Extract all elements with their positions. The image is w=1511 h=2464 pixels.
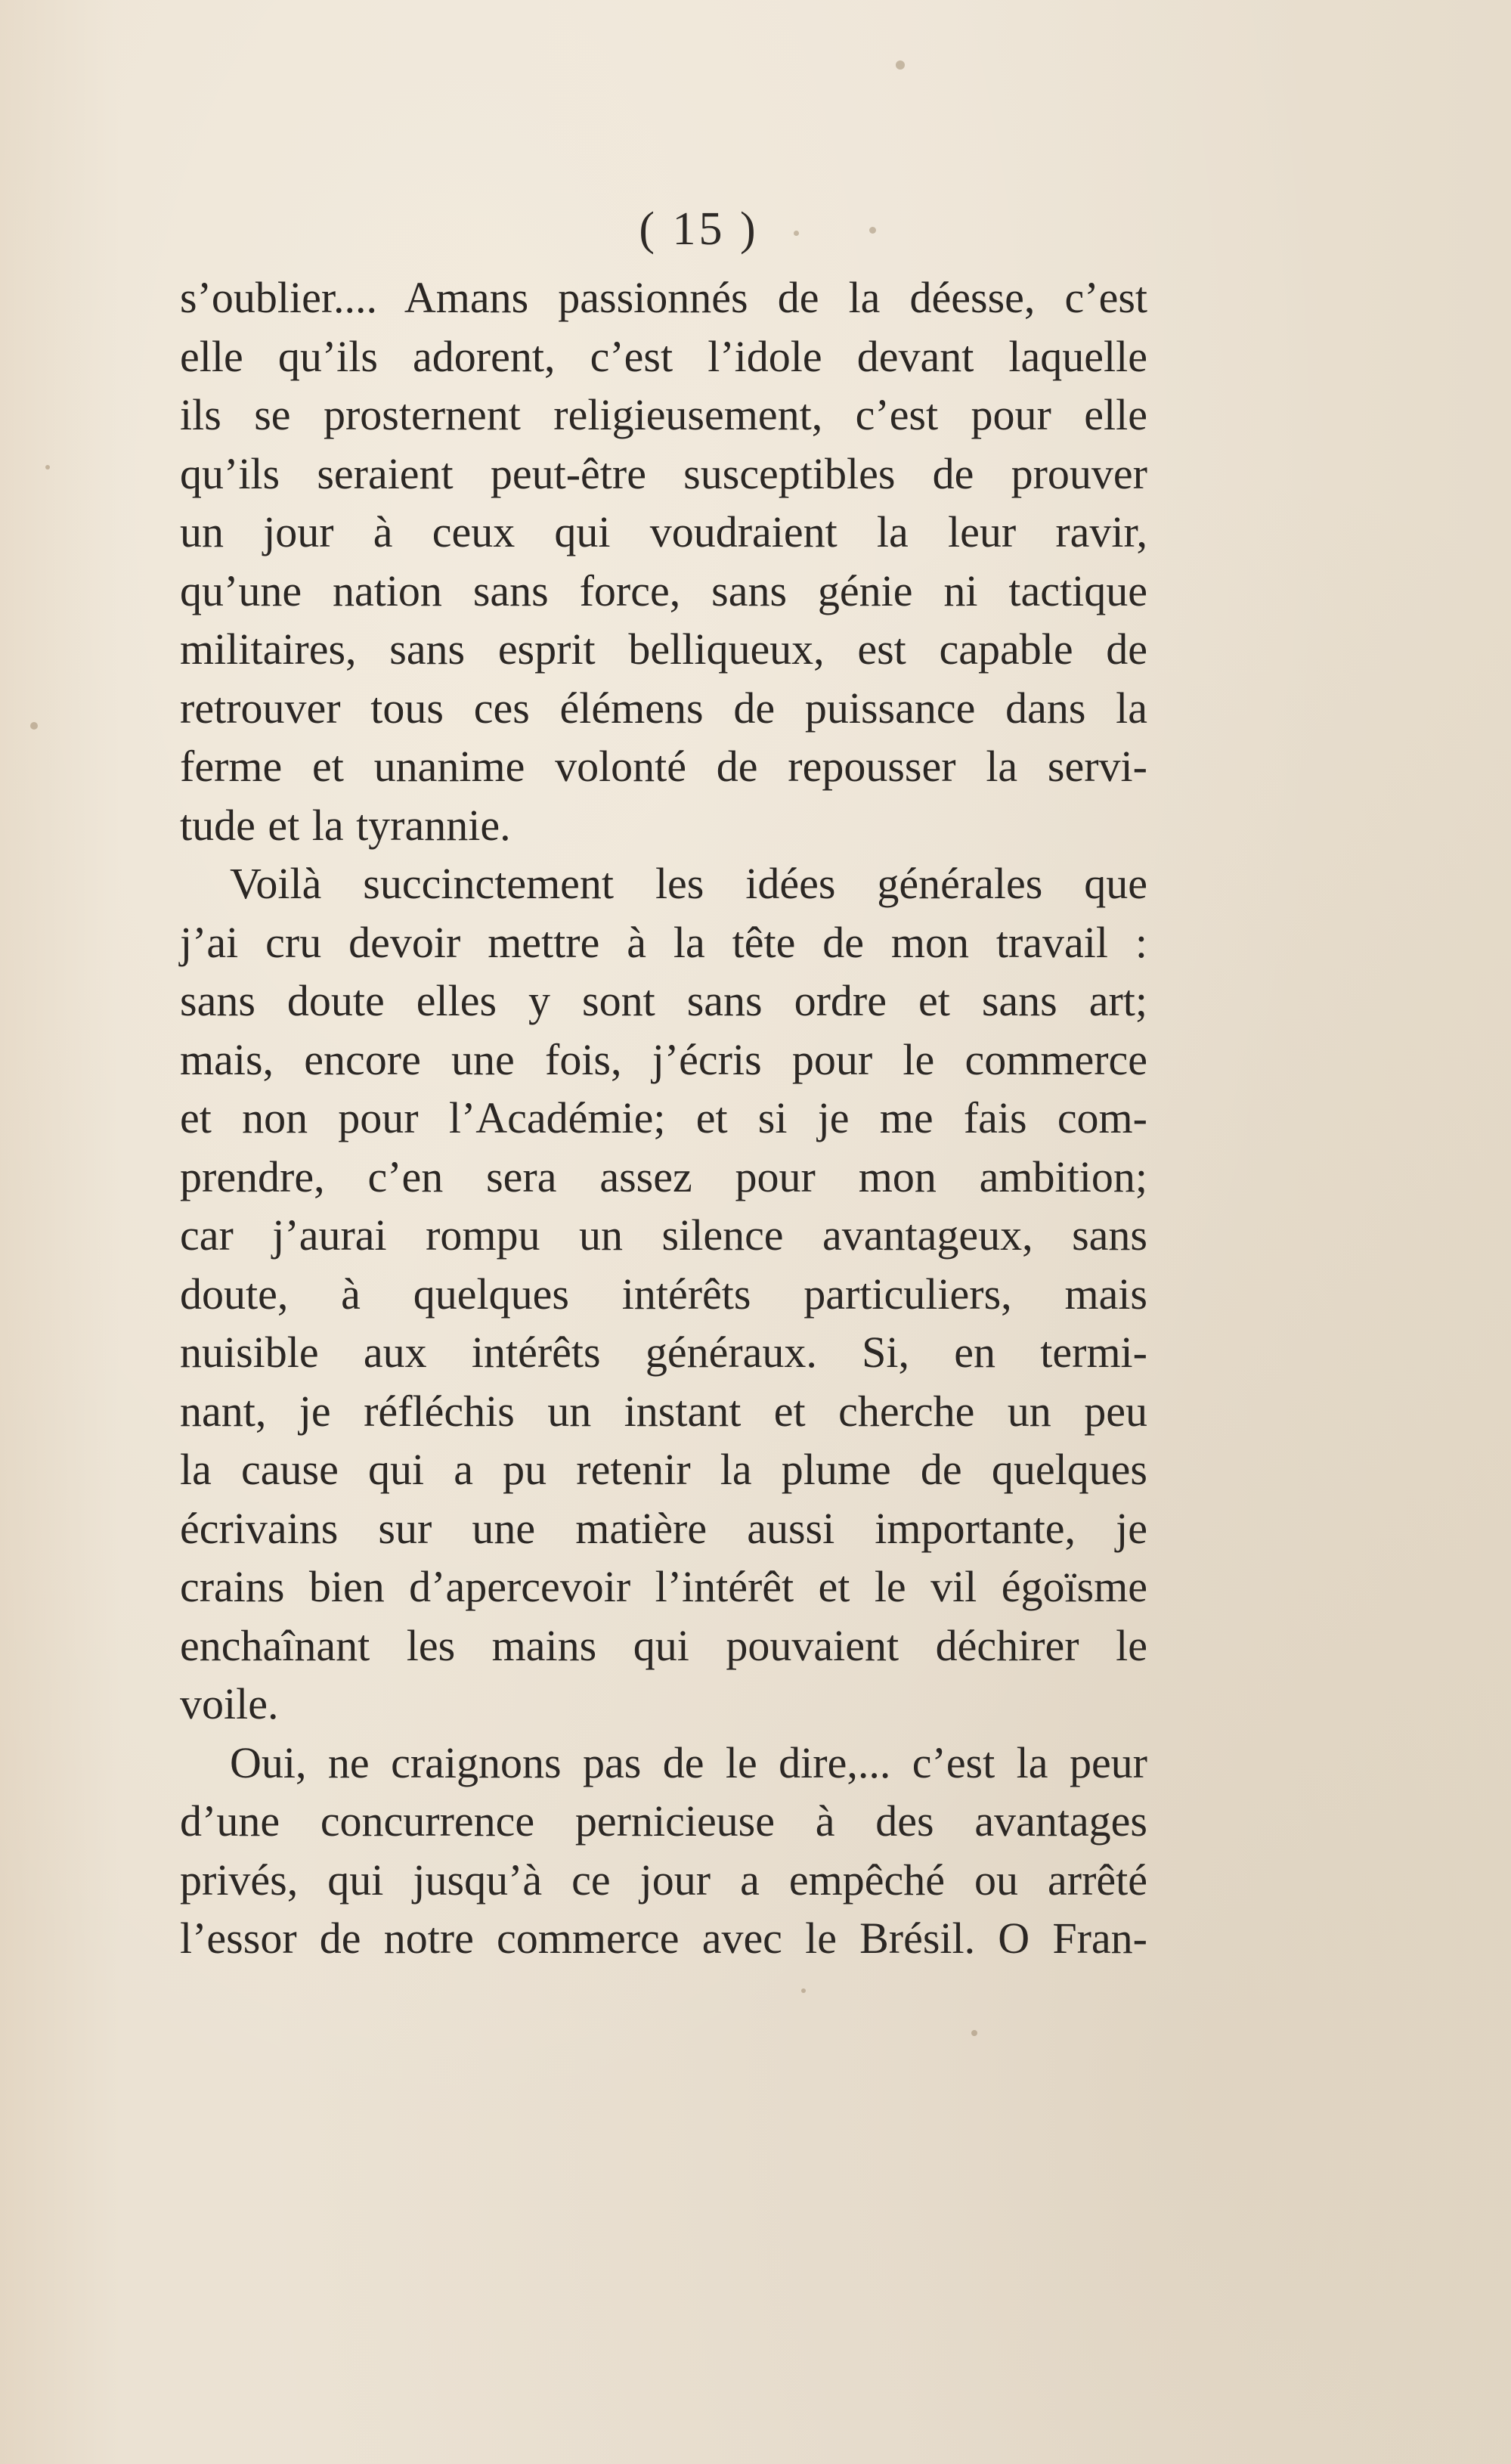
text-line: qu’une nation sans force, sans génie ni tactique bbox=[180, 566, 1147, 615]
text-line: d’une concurrence pernicieuse à des avantages bbox=[180, 1796, 1147, 1846]
text-line: sans doute elles y sont sans ordre et sans art; bbox=[180, 976, 1147, 1025]
text-line: mais, encore une fois, j’écris pour le commerce bbox=[180, 1034, 1147, 1084]
text-line: ils se prosternent religieusement, c’est pour elle bbox=[180, 390, 1147, 439]
body-text bbox=[180, 268, 1147, 1968]
text-line: militaires, sans esprit belliqueux, est capable de bbox=[180, 625, 1147, 674]
paper-spot bbox=[971, 2030, 977, 2036]
text-line: la cause qui a pu retenir la plume de quelques bbox=[180, 1445, 1147, 1494]
text-line: retrouver tous ces élémens de puissance dans la bbox=[180, 683, 1147, 733]
paragraph-start-line: Voilà succinctement les idées générales que bbox=[230, 859, 1147, 908]
paper-spot bbox=[896, 60, 905, 70]
text-line: car j’aurai rompu un silence avantageux, sans bbox=[180, 1210, 1147, 1260]
paragraph-start-line: Oui, ne craignons pas de le dire,... c’est la peur bbox=[230, 1737, 1147, 1787]
text-line: nant, je réfléchis un instant et cherche un peu bbox=[180, 1386, 1147, 1436]
text-line: enchaînant les mains qui pouvaient déchirer le bbox=[180, 1620, 1147, 1670]
text-line: crains bien d’apercevoir l’intérêt et le vil égoïsme bbox=[180, 1562, 1147, 1611]
text-line: s’oublier.... Amans passionnés de la déesse, c’est bbox=[180, 273, 1147, 322]
paper-spot bbox=[801, 1988, 806, 1993]
text-line: écrivains sur une matière aussi importante, je bbox=[180, 1503, 1147, 1553]
text-line: et non pour l’Académie; et si je me fais com- bbox=[180, 1093, 1147, 1142]
paragraph-end-line: voile. bbox=[180, 1679, 279, 1728]
text-line: elle qu’ils adorent, c’est l’idole devant laquelle bbox=[180, 331, 1147, 381]
paper-spot bbox=[45, 465, 50, 470]
text-line: prendre, c’en sera assez pour mon ambition; bbox=[180, 1151, 1147, 1201]
text-line: privés, qui jusqu’à ce jour a empêché ou arrêté bbox=[180, 1855, 1147, 1905]
text-line: nuisible aux intérêts généraux. Si, en termi- bbox=[180, 1328, 1147, 1377]
text-line: ferme et unanime volonté de repousser la servi- bbox=[180, 742, 1147, 791]
page-number: ( 15 ) bbox=[639, 203, 759, 255]
text-line: un jour à ceux qui voudraient la leur ravir, bbox=[180, 507, 1147, 556]
text-line: doute, à quelques intérêts particuliers, mais bbox=[180, 1269, 1147, 1319]
text-line: l’essor de notre commerce avec le Brésil. O Fran- bbox=[180, 1914, 1147, 1963]
text-line: j’ai cru devoir mettre à la tête de mon travail : bbox=[180, 917, 1147, 967]
text-line: qu’ils seraient peut-être susceptibles de prouver bbox=[180, 448, 1147, 498]
paper-spot bbox=[30, 722, 38, 730]
paragraph-end-line: tude et la tyrannie. bbox=[180, 800, 511, 850]
